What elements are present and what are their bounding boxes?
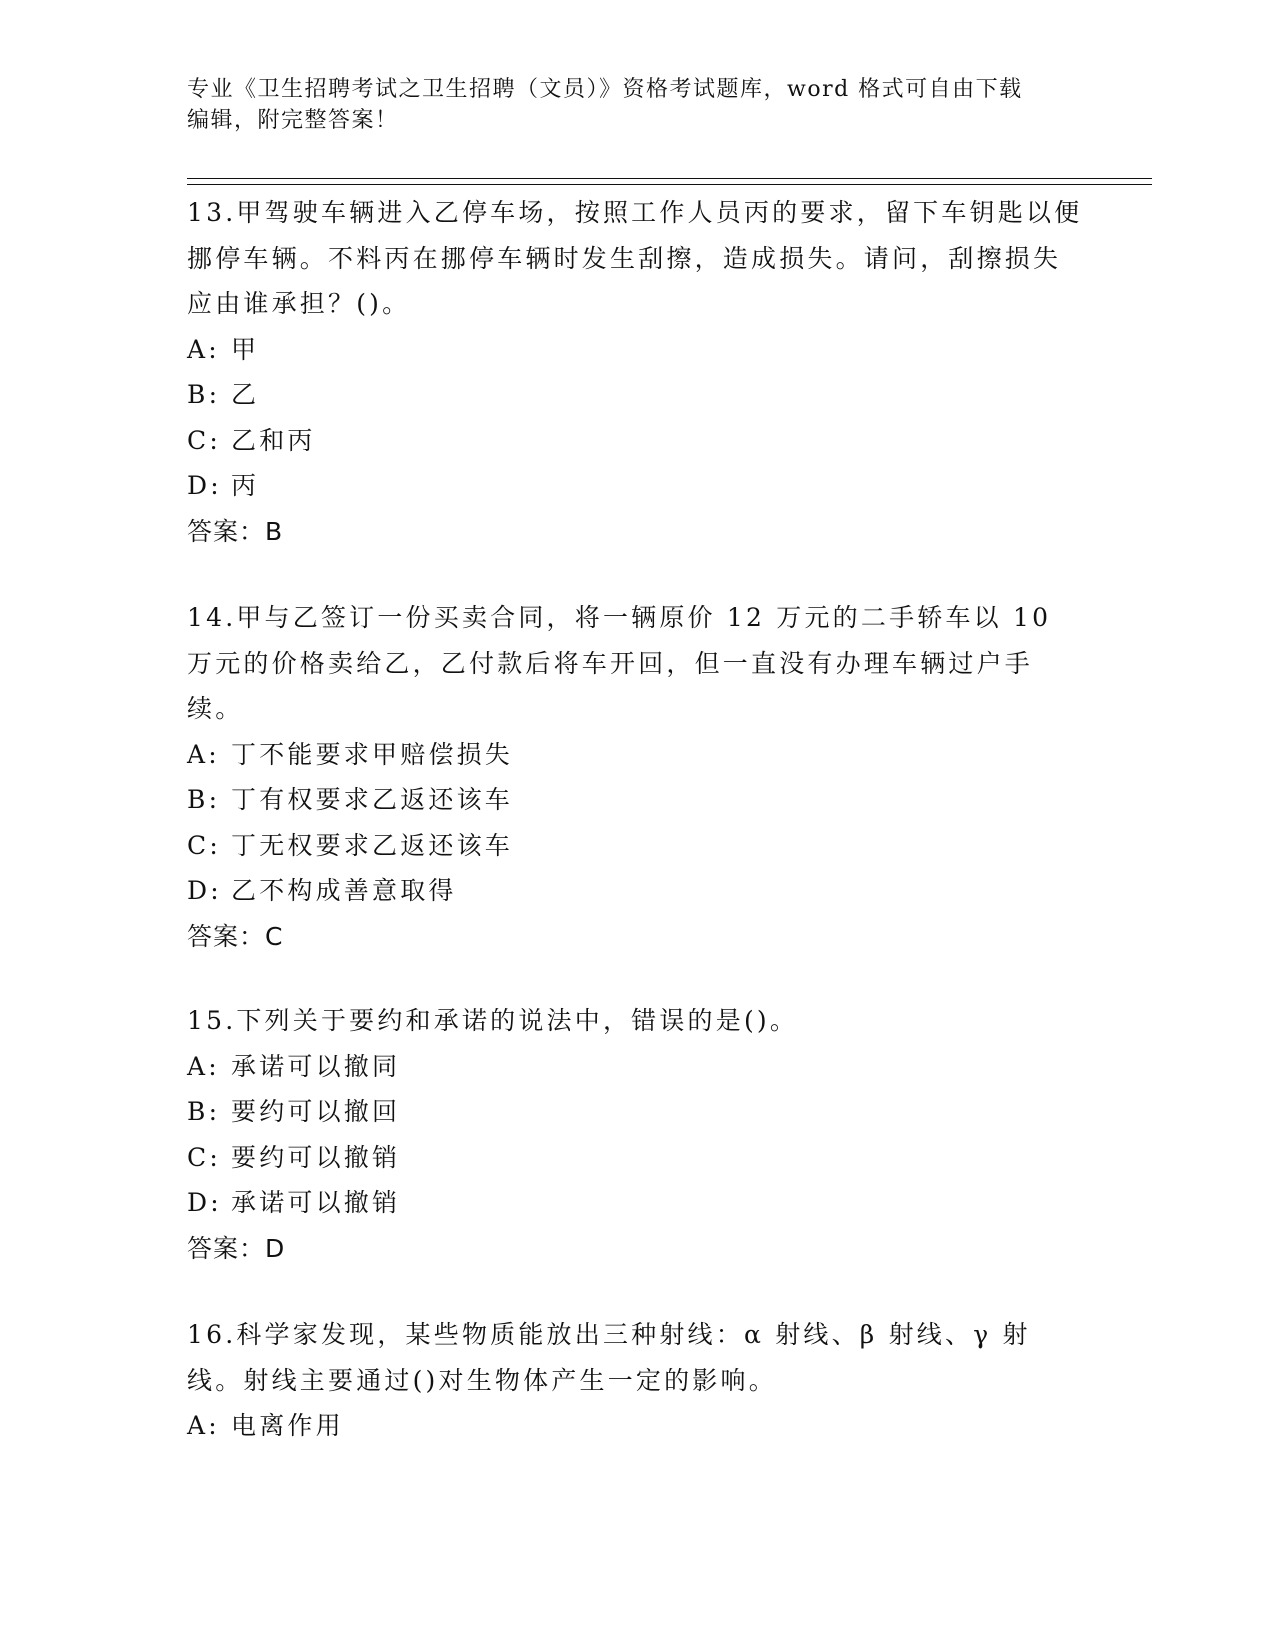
answer-line: 答案：D [187,1233,286,1263]
question-text: 13.甲驾驶车辆进入乙停车场，按照工作人员丙的要求，留下车钥匙以便挪停车辆。不料丙在挪停车辆时发生刮擦，造成损失。请问，刮擦损失应由谁承担？()。 [187,198,1083,318]
option-b: B: 要约可以撤回 [187,1097,401,1126]
option-b: B: 乙 [187,380,260,409]
option-b: B: 丁有权要求乙返还该车 [187,785,514,814]
question-text: 15.下列关于要约和承诺的说法中，错误的是()。 [187,1006,799,1035]
header-line-1: 专业《卫生招聘考试之卫生招聘（文员）》资格考试题库，word 格式可自由下载 [187,77,1023,102]
header-rule-bottom [187,184,1152,185]
option-a: A: 甲 [187,334,260,364]
document-header [187,74,1087,136]
option-d: D: 丙 [187,471,260,500]
question-15 [187,998,1087,1271]
question-16 [187,1312,1087,1449]
option-c: C: 要约可以撤销 [187,1142,401,1172]
option-c: C: 丁无权要求乙返还该车 [187,830,514,860]
question-13 [187,190,1087,554]
option-c: C: 乙和丙 [187,425,316,455]
question-text: 16.科学家发现，某些物质能放出三种射线：α 射线、β 射线、γ 射线。射线主要通过()对生物体产生一定的影响。 [187,1320,1031,1395]
answer-line: 答案：C [187,921,284,951]
option-a: A: 电离作用 [187,1411,344,1440]
option-d: D: 乙不构成善意取得 [187,876,457,905]
option-a: A: 丁不能要求甲赔偿损失 [187,739,514,769]
question-14 [187,595,1087,959]
question-text: 14.甲与乙签订一份买卖合同，将一辆原价 12 万元的二手轿车以 10 万元的价格卖给乙，乙付款后将车开回，但一直没有办理车辆过户手续。 [187,603,1052,723]
answer-line: 答案：B [187,516,284,546]
option-d: D: 承诺可以撤销 [187,1188,401,1217]
option-a: A: 承诺可以撤同 [187,1051,401,1081]
header-line-2: 编辑，附完整答案！ [187,108,399,133]
header-rule-top [187,178,1152,179]
